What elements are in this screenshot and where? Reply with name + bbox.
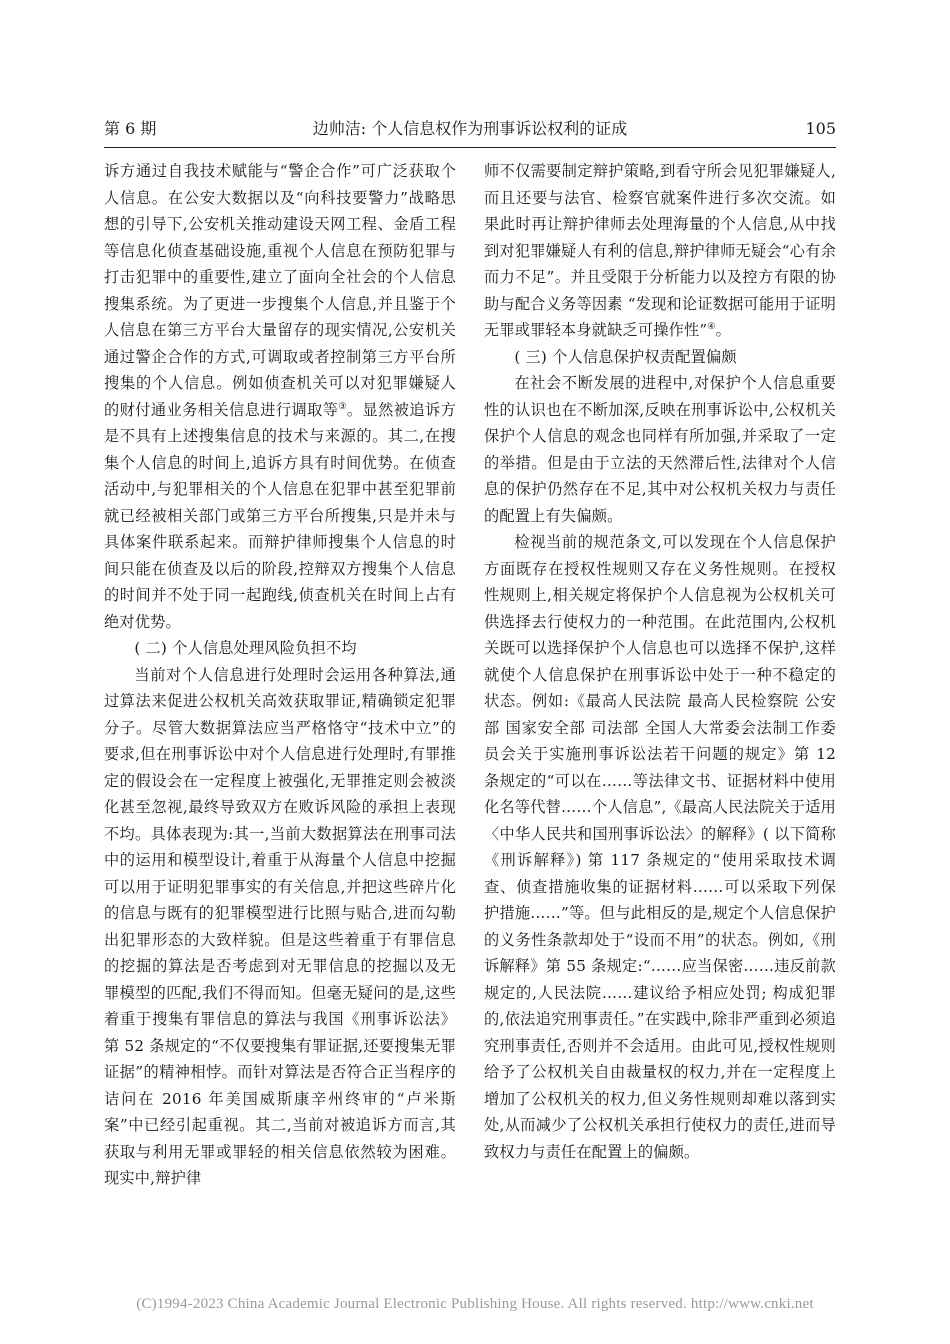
- header-rule: [104, 147, 836, 148]
- paragraph-text: 诉方通过自我技术赋能与“警企合作”可广泛获取个人信息。在公安大数据以及“向科技要警力”战略思想的引导下,公安机关推动建设天网工程、金盾工程等信息化侦查基础设施,重视个人信息在预防犯罪与打击犯罪中的重要性,建立了面向全社会的个人信息搜集系统。为了更进一步搜集个人信息,并且鉴于个人信息在第三方平台大量留存的现实情况,公安机关通过警企合作的方式,可调取或者控制第三方平台所搜集的个人信息。例如侦查机关可以对犯罪嫌疑人的财付通业务相关信息进行调取等: [104, 162, 456, 419]
- paragraph: [484, 158, 836, 344]
- paragraph: [104, 158, 456, 635]
- paragraph-text: 。: [715, 321, 732, 339]
- paragraph: 当前对个人信息进行处理时会运用各种算法,通过算法来促进公权机关高效获取罪证,精确锁定犯罪分子。尽管大数据算法应当严格恪守“技术中立”的要求,但在刑事诉讼中对个人信息进行处理时,有罪推定的假设会在一定程度上被强化,无罪推定则会被淡化甚至忽视,最终导致双方在败诉风险的承担上表现不均。具体表现为:其一,当前大数据算法在刑事司法中的运用和模型设计,着重于从海量个人信息中挖掘可以用于证明犯罪事实的有关信息,并把这些碎片化的信息与既有的犯罪模型进行比照与贴合,进而勾勒出犯罪形态的大致样貌。但是这些着重于有罪信息的挖掘的算法是否考虑到对无罪信息的挖掘以及无罪模型的匹配,我们不得而知。但毫无疑问的是,这些着重于搜集有罪信息的算法与我国《刑事诉讼法》第 52 条规定的“不仅要搜集有罪证据,还要搜集无罪证据”的精神相悖。而针对算法是否符合正当程序的诘问在 2016 年美国威斯康辛州终审的“卢米斯案”中已经引起重视。其二,当前对被追诉方而言,其获取与利用无罪或罪轻的相关信息依然较为困难。现实中,辩护律: [104, 665, 456, 1187]
- left-column: [104, 158, 456, 1192]
- section-heading: ( 三) 个人信息保护权责配置偏颇: [514, 347, 737, 366]
- running-header: [104, 118, 836, 144]
- paragraph-text: 。显然被追诉方是不具有上述搜集信息的技术与来源的。其二,在搜集个人信息的时间上,追诉方具有时间优势。在侦查活动中,与犯罪相关的个人信息在犯罪中甚至犯罪前就已经被相关部门或第三方平台所搜集,只是并未与具体案件联系起来。而辩护律师搜集个人信息的时间只能在侦查及以后的阶段,控辩双方搜集个人信息的时间并不处于同一起跑线,侦查机关在时间上占有绝对优势。: [104, 400, 457, 631]
- footnote-ref[interactable]: ④: [707, 321, 716, 332]
- footnote-ref[interactable]: ③: [338, 401, 347, 412]
- section-heading: ( 二) 个人信息处理风险负担不均: [134, 639, 357, 657]
- paragraph: 在社会不断发展的进程中,对保护个人信息重要性的认识也在不断加深,反映在刑事诉讼中,公权机关保护个人信息的观念也同样有所加强,并采取了一定的举措。但是由于立法的天然滞后性,法律对个人信息的保护仍然存在不足,其中对公权机关权力与责任的配置上有失偏颇。: [484, 374, 836, 525]
- paragraph: 检视当前的规范条文,可以发现在个人信息保护方面既存在授权性规则又存在义务性规则。在授权性规则上,相关规定将保护个人信息视为公权机关可供选择去行使权力的一种范围。在此范围内,公权机关既可以选择保护个人信息也可以选择不保护,这样就使个人信息保护在刑事诉讼中处于一种不稳定的状态。例如:《最高人民法院 最高人民检察院 公安部 国家安全部 司法部 全国人大常委会法制工作委员会关于实施刑事诉讼法若干问题的规定》第 12 条规定的“可以在……等法律文书、证据材料中使用化名等代替……个人信息”,《最高人民法院关于适用〈中华人民共和国刑事诉讼法〉的解释》( 以下简称《刑诉解释》) 第 117 条规定的“使用采取技术调查、侦查措施收集的证据材料……可以采取下列保护措施……”等。但与此相反的是,规定个人信息保护的义务性条款却处于“设而不用”的状态。例如,《刑诉解释》第 55 条规定:“……应当保密……违反前款规定的,人民法院……建议给予相应处罚; 构成犯罪的,依法追究刑事责任。”在实践中,除非严重到必须追究刑事责任,否则并不会适用。由此可见,授权性规则给予了公权机关自由裁量权的权力,并在一定程度上增加了公权机关的权力,但义务性规则却难以落到实处,从而减少了公权机关承担行使权力的责任,进而导致权力与责任在配置上的偏颇。: [484, 533, 836, 1161]
- right-column: [484, 158, 836, 1165]
- copyright-footer: (C)1994-2023 China Academic Journal Electronic Publishing House. All rights reserved. http://www.cnki.net: [136, 1296, 814, 1312]
- paragraph-text: 师不仅需要制定辩护策略,到看守所会见犯罪嫌疑人,而且还要与法官、检察官就案件进行多次交流。如果此时再让辩护律师去处理海量的个人信息,从中找到对犯罪嫌疑人有利的信息,辩护律师无疑会“心有余而力不足”。并且受限于分析能力以及控方有限的协助与配合义务等因素 “发现和论证数据可能用于证明无罪或罪轻本身就缺乏可操作性”: [484, 162, 836, 339]
- issue-number: 第 6 期: [104, 119, 157, 138]
- page-number: 105: [805, 119, 836, 138]
- running-title: 边帅洁: 个人信息权作为刑事诉讼权利的证成: [312, 119, 628, 138]
